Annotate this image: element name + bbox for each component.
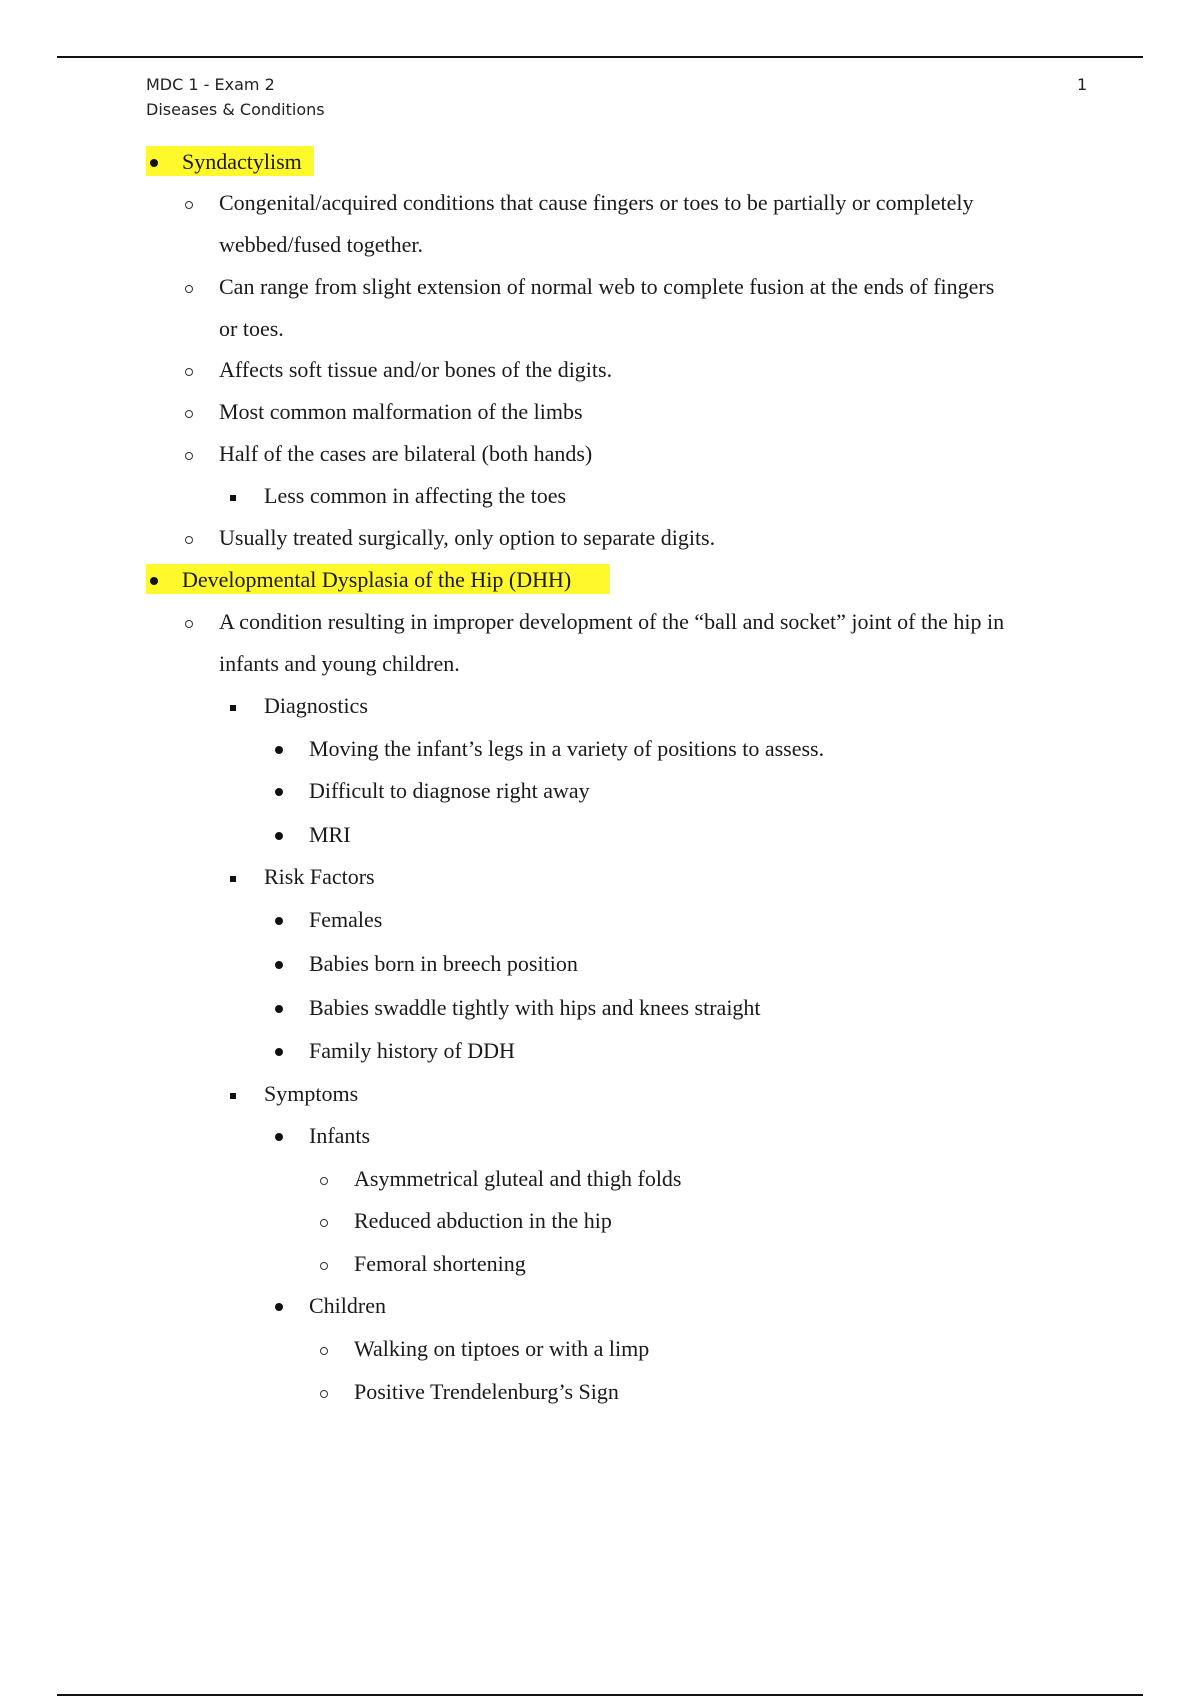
bullet-dot-icon: [150, 577, 158, 585]
bullet-dot-icon: [150, 159, 158, 167]
page-number: 1: [1077, 75, 1088, 94]
bullet-circle-icon: [320, 1347, 328, 1355]
bullet-circle-icon: [320, 1390, 328, 1398]
bullet-circle-icon: [185, 368, 193, 376]
bullet-dot-icon: [275, 961, 283, 969]
bullet-square-icon: [230, 1093, 236, 1099]
top-rule: [57, 56, 1143, 58]
bullet-circle-icon: [320, 1177, 328, 1185]
bullet-circle-icon: [185, 536, 193, 544]
bullet-dot-icon: [275, 788, 283, 796]
bullet-circle-icon: [185, 452, 193, 460]
bullet-circle-icon: [185, 285, 193, 293]
bullet-circle-icon: [320, 1219, 328, 1227]
document-title: MDC 1 - Exam 2: [146, 75, 275, 94]
bullet-circle-icon: [185, 620, 193, 628]
bullet-dot-icon: [275, 1048, 283, 1056]
bullet-square-icon: [230, 495, 236, 501]
bullet-dot-icon: [275, 746, 283, 754]
bullet-square-icon: [230, 705, 236, 711]
bullet-dot-icon: [275, 917, 283, 925]
bullet-dot-icon: [275, 832, 283, 840]
bullet-circle-icon: [320, 1262, 328, 1270]
bullet-square-icon: [230, 876, 236, 882]
bullet-circle-icon: [185, 410, 193, 418]
bullet-dot-icon: [275, 1133, 283, 1141]
document-subtitle: Diseases & Conditions: [146, 100, 325, 119]
bullet-dot-icon: [275, 1005, 283, 1013]
bullet-dot-icon: [275, 1303, 283, 1311]
bottom-rule: [57, 1694, 1143, 1696]
bullet-circle-icon: [185, 201, 193, 209]
